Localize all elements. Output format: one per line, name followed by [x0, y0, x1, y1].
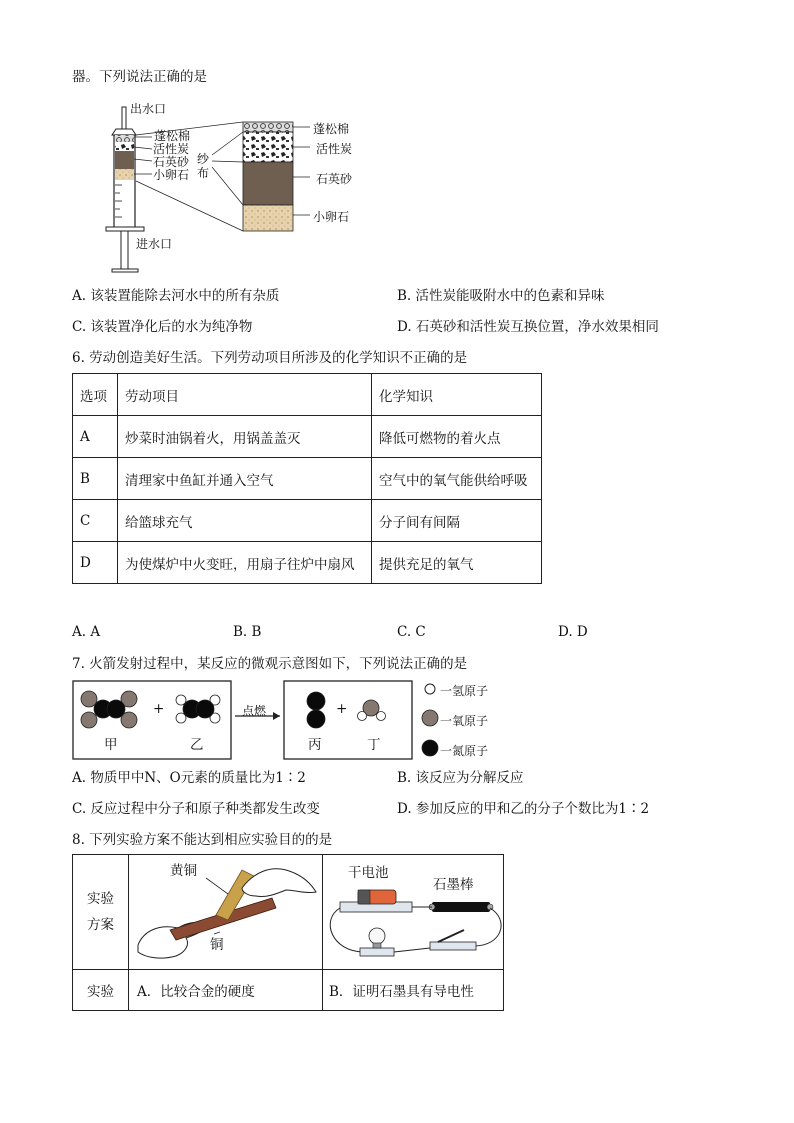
header-knowledge: 化学知识 — [372, 374, 542, 416]
label-small-sand: 石英砂 — [153, 155, 190, 169]
row-d-option: D — [73, 542, 118, 584]
row-c-option: C — [73, 500, 118, 542]
q5-option-a[interactable]: A. 该装置能除去河水中的所有杂质 — [72, 288, 280, 304]
q6-table — [72, 373, 542, 584]
label-small-carbon: 活性炭 — [153, 142, 190, 156]
q7-stem: 7. 火箭发射过程中，某反应的微观示意图如下，下列说法正确的是 — [72, 656, 468, 672]
row-a-knowledge: 降低可燃物的着火点 — [372, 416, 542, 458]
zoom-carbon — [243, 132, 293, 162]
table-row — [73, 416, 542, 458]
circuit-figure — [326, 880, 502, 966]
label-graphite: 石墨棒 — [433, 877, 474, 893]
plus-sign-2: + — [336, 701, 348, 717]
graphite-rod — [432, 902, 490, 912]
label-gauze: 纱布 — [197, 152, 210, 180]
row-c-knowledge: 分子间有间隔 — [372, 500, 542, 542]
product-box — [284, 681, 412, 759]
label-small-pebble: 小卵石 — [153, 168, 190, 182]
bulb-icon — [369, 928, 385, 944]
q7-option-b[interactable]: B. 该反应为分解反应 — [397, 770, 524, 786]
syringe-cotton — [115, 135, 134, 142]
label-brass: 黄铜 — [170, 863, 197, 879]
row-c-labor: 给篮球充气 — [118, 500, 372, 542]
label-zoom-pebble: 小卵石 — [313, 210, 350, 224]
legend-hydrogen-atom — [425, 684, 435, 694]
plus-sign-1: + — [153, 701, 165, 717]
q5-stem-end: 器。下列说法正确的是 — [72, 69, 207, 85]
syringe-outlet-tube — [122, 107, 126, 129]
zoom-sand — [243, 162, 293, 205]
table-row — [73, 970, 504, 1011]
legend-nitrogen-atom — [422, 740, 438, 756]
switch-icon — [438, 930, 464, 942]
syringe-pebble — [115, 169, 134, 180]
q8-stem: 8. 下列实验方案不能达到相应实验目的的是 — [72, 832, 333, 848]
right-hand — [242, 869, 316, 897]
label-copper: 铜 — [210, 937, 224, 953]
table-header-row — [73, 374, 542, 416]
row-b-knowledge: 空气中的氧气能供给呼吸 — [372, 458, 542, 500]
zoom-cotton — [243, 122, 293, 132]
syringe-cone — [112, 129, 136, 135]
header-labor: 劳动项目 — [118, 374, 372, 416]
label-zoom-cotton: 蓬松棉 — [313, 122, 350, 136]
syringe-carbon — [115, 142, 134, 151]
legend-oxygen: 一氧原子 — [440, 714, 489, 728]
q6-option-b[interactable]: B. B — [233, 624, 262, 640]
row-d-knowledge: 提供充足的氧气 — [372, 542, 542, 584]
switch-base — [430, 942, 476, 950]
q7-option-d[interactable]: D. 参加反应的甲和乙的分子个数比为1∶2 — [397, 801, 650, 817]
row1-header-line2: 方案 — [87, 917, 114, 933]
header-option: 选项 — [73, 374, 118, 416]
bulb-base — [360, 948, 394, 956]
syringe-sand — [115, 151, 134, 169]
row1-header-line1: 实验 — [87, 891, 114, 907]
row-a-option: A — [73, 416, 118, 458]
label-small-cotton: 蓬松棉 — [154, 129, 191, 143]
cell-b-purpose: B．证明石墨具有导电性 — [323, 970, 504, 1011]
row-b-labor: 清理家中鱼缸并通入空气 — [118, 458, 372, 500]
q6-option-a[interactable]: A. A — [72, 624, 101, 640]
label-outlet: 出水口 — [130, 102, 167, 116]
q7-option-a[interactable]: A. 物质甲中N、O元素的质量比为1∶2 — [72, 770, 306, 786]
zoom-pebble — [243, 205, 293, 231]
label-ding: 丁 — [367, 737, 381, 753]
syringe-flange — [106, 227, 144, 231]
legend-oxygen-atom — [422, 710, 438, 726]
row-d-labor: 为使煤炉中火变旺，用扇子往炉中扇风 — [118, 542, 372, 584]
row1-header — [73, 855, 129, 970]
row2-header: 实验 — [73, 970, 129, 1011]
table-row — [73, 542, 542, 584]
label-battery: 干电池 — [348, 865, 389, 881]
syringe-plunger — [121, 231, 128, 269]
q5-option-d[interactable]: D. 石英砂和活性炭互换位置，净水效果相同 — [397, 319, 659, 335]
label-bing: 丙 — [308, 737, 322, 753]
label-yi: 乙 — [190, 737, 204, 753]
label-inlet: 进水口 — [136, 237, 173, 251]
legend-nitrogen: 一氮原子 — [440, 744, 489, 758]
table-row — [73, 458, 542, 500]
cell-a-purpose: A．比较合金的硬度 — [129, 970, 323, 1011]
q5-option-b[interactable]: B. 活性炭能吸附水中的色素和异味 — [397, 288, 605, 304]
q6-stem: 6. 劳动创造美好生活。下列劳动项目所涉及的化学知识不正确的是 — [72, 350, 468, 366]
label-jia: 甲 — [104, 737, 118, 753]
condition-label: 点燃 — [242, 704, 267, 718]
legend-hydrogen: 一氢原子 — [440, 684, 489, 698]
row-a-labor: 炒菜时油锅着火，用锅盖盖灭 — [118, 416, 372, 458]
q6-option-d[interactable]: D. D — [558, 624, 588, 640]
row-b-option: B — [73, 458, 118, 500]
q5-option-c[interactable]: C. 该装置净化后的水为纯净物 — [72, 319, 253, 335]
q7-option-c[interactable]: C. 反应过程中分子和原子种类都发生改变 — [72, 801, 320, 817]
table-row — [73, 500, 542, 542]
hardness-figure — [130, 860, 320, 965]
label-zoom-sand: 石英砂 — [316, 172, 353, 186]
label-zoom-carbon: 活性炭 — [316, 142, 353, 156]
q6-option-c[interactable]: C. C — [397, 624, 426, 640]
